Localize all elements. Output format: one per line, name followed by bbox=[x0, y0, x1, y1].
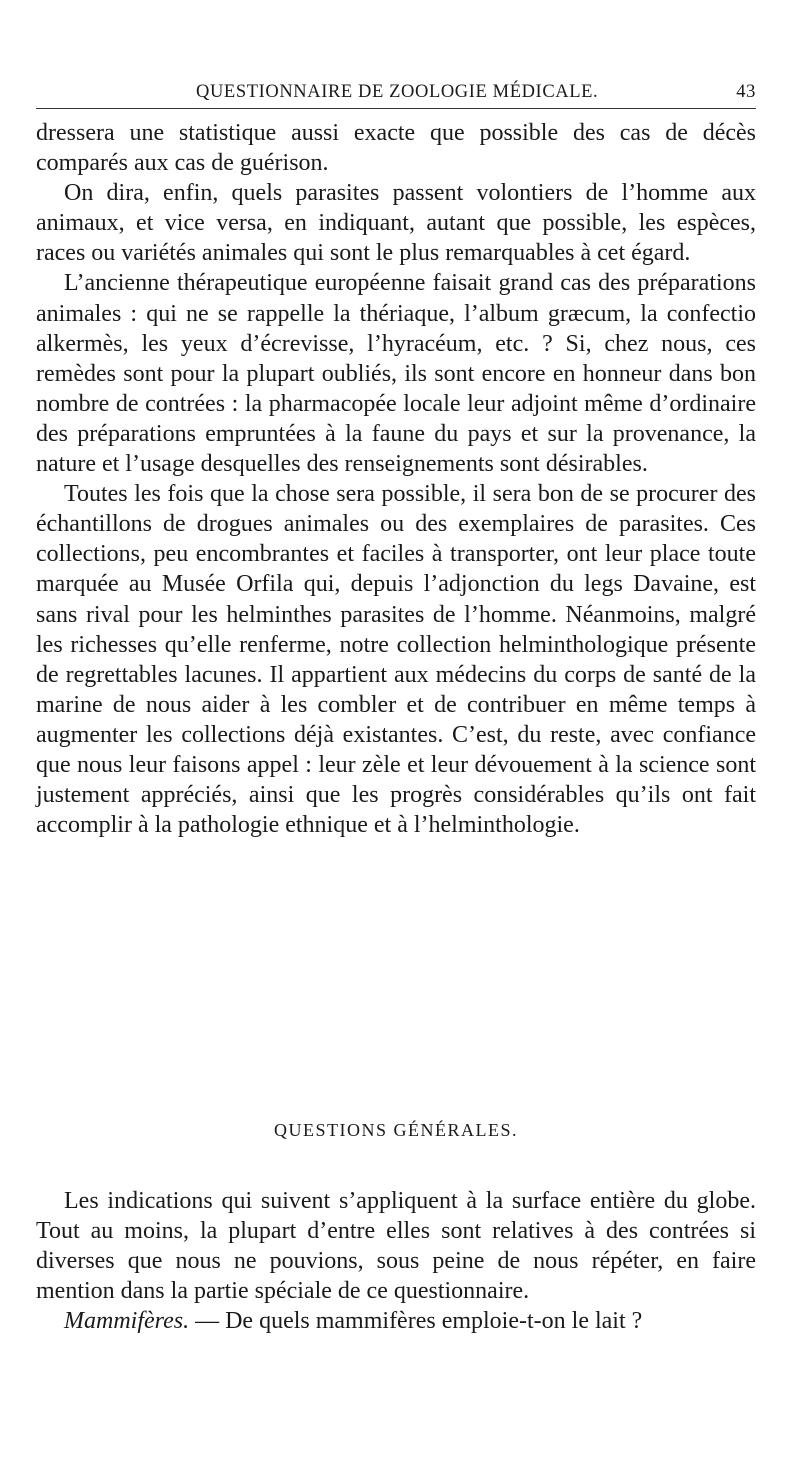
running-title: QUESTIONNAIRE DE ZOOLOGIE MÉDICALE. bbox=[196, 82, 599, 102]
paragraph-mammals bbox=[36, 1306, 756, 1336]
paragraph-parasites: On dira, enfin, quels parasites passent volontiers de l’homme aux animaux, et vice versa, en indiquant, autant que possible, les espèces, races ou variétés animales qui sont le plus remarquables à cet égard. bbox=[36, 180, 756, 267]
body-text bbox=[36, 118, 756, 840]
paragraph-indications: Les indications qui suivent s’appliquent à la surface entière du globe. Tout au moins, la plupart d’entre elles sont relatives à des contrées si diverses que nous ne pouvions, sous peine de nous répéter, en faire mention dans la partie spéciale de ce questionnaire. bbox=[36, 1188, 756, 1305]
paragraph-therapeutics: L’ancienne thérapeutique européenne faisait grand cas des préparations animales : qui ne se rappelle la thériaque, l’album græcum, la confectio alkermès, les yeux d’écrevisse, l’hyracéum, etc. ? Si, chez nous, ces remèdes sont pour la plupart oubliés, ils sont encore en honneur dans bon nombre de contrées : la pharmacopée locale leur adjoint même d’ordinaire des préparations empruntées à la faune du pays et sur la provenance, la nature et l’usage desquelles des renseignements sont désirables. bbox=[36, 270, 756, 478]
paragraph-continued: dressera une statistique aussi exacte que possible des cas de décès comparés aux cas de guérison. bbox=[36, 120, 756, 177]
mammals-question: — De quels mammifères emploie-t-on le lait ? bbox=[189, 1308, 643, 1335]
body-text-general bbox=[36, 1186, 756, 1336]
mammals-lead: Mammifères. bbox=[64, 1308, 190, 1335]
paragraph-collections: Toutes les fois que la chose sera possible, il sera bon de se procurer des échantillons de drogues animales ou des exemplaires de parasites. Ces collections, peu encombrantes et faciles à transporter, ont leur place toute marquée au Musée Orfila qui, depuis l’adjonction du legs Davaine, est sans rival pour les helminthes parasites de l’homme. Néanmoins, malgré les richesses qu’elle renferme, notre collection helminthologique présente de regrettables lacunes. Il appartient aux médecins du corps de santé de la marine de nous aider à les combler et de contribuer en même temps à augmenter les collections déjà existantes. C’est, du reste, avec confiance que nous leur faisons appel : leur zèle et leur dévouement à la science sont justement appréciés, ainsi que les progrès considérables qu’ils ont fait accomplir à la pathologie ethnique et à l’helminthologie. bbox=[36, 481, 756, 839]
page-number: 43 bbox=[736, 82, 756, 102]
running-header bbox=[36, 82, 756, 109]
section-heading: QUESTIONS GÉNÉRALES. bbox=[274, 1120, 518, 1140]
